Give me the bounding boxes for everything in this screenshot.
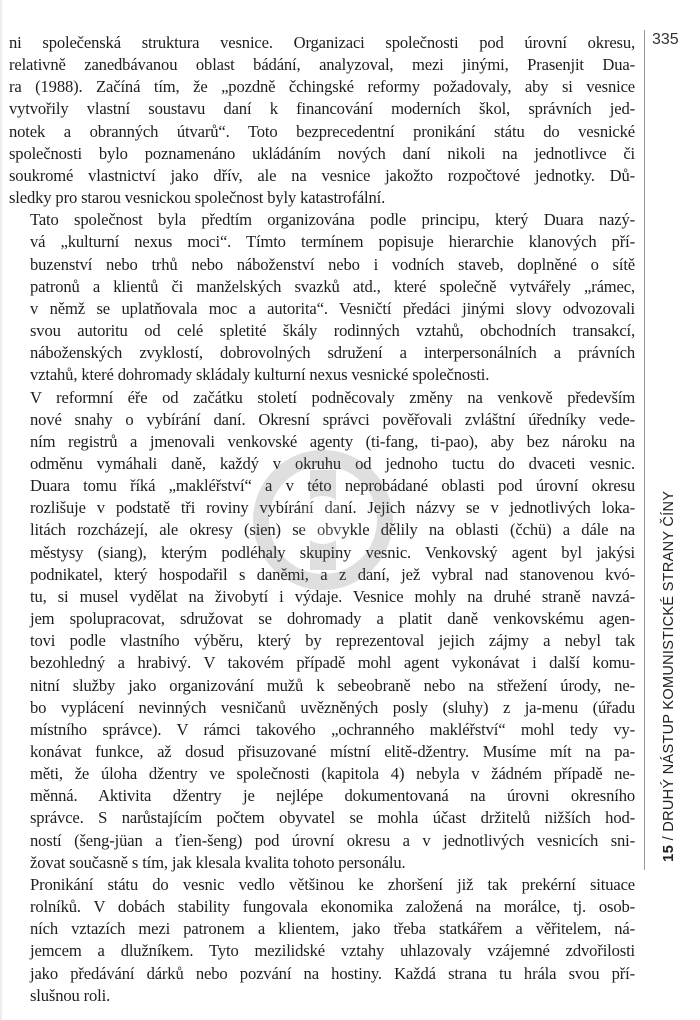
text-line: odměnu vymáhali daně, každý v okruhu od jednoho tuctu do dvaceti vesnic. [30,453,635,473]
text-line: v němž se uplatňovala moc a autorita“. Vesničtí předáci jinými slovy odvozovali [30,298,635,318]
text-line: jemcem a dlužníkem. Tyto mezilidské vztahy uhlazovaly vzájemné zdvořilosti [30,941,635,961]
text-line: náboženských zvyklostí, dobrovolných sdružení a interpersonálních a právních [30,343,635,363]
text-line: jako předávání dárků nebo pozvání na hostiny. Každá strana tu hrála svou pří- [30,963,635,983]
text-line: vztahů, které dohromady skládaly kulturní nexus vesnické společnosti. [30,365,490,385]
text-line: rolníků. V dobách stability fungovala ekonomika založená na morálce, tj. osob- [30,897,635,917]
page-edge [0,0,3,1020]
text-line: soukromé vlastnictví jako dřív, ale na vesnice jakožto rozpočtové jednotky. Dů- [9,165,635,185]
paragraph [9,387,635,874]
text-line: konávat funkce, až dosud přisuzované místní elitě-džentry. Musíme mít na pa- [30,742,635,761]
text-line: ni společenská struktura vesnice. Organizaci společnosti pod úrovní okresu, [9,33,635,52]
text-line: ra (1988). Začíná tím, že „pozdně čchingské reformy požadovaly, aby si vesnice [9,77,635,97]
running-head-separator: / [661,836,677,841]
text-line: slušnou roli. [30,985,111,1005]
text-line: patronů a klientů či manželských svazků atd., které společně vytvářely „rámec, [30,276,635,296]
text-line: ním registrů a jmenovali venkovské agenty (ti-fang, ti-pao), aby bez nároku na [30,431,635,451]
text-line: Pronikání státu do vesnic vedlo většinou ke zhoršení již tak prekérní situace [30,874,635,894]
running-head [660,491,677,862]
text-line: relativně zanedbávanou oblast bádání, analyzoval, mezi jinými, Prasenjit Dua- [9,55,635,75]
running-head-chapter: 15 [660,844,677,862]
text-line: žovat současně s tím, jak klesala kvalita tohoto personálu. [30,852,406,872]
text-line: nitní služby jako organizování mužů k sebeobraně nebo na střežení úrody, ne- [30,675,635,695]
body-text [9,32,635,1007]
text-line: litách rozcházejí, ale okresy (sien) se obvykle dělily na oblasti (čchü) a dále na [30,520,635,540]
paragraph [9,32,635,209]
text-line: měnná. Aktivita džentry je nejlépe dokumentovaná na úrovni okresního [30,786,635,806]
text-line: vá „kulturní nexus moci“. Tímto termínem popisuje hierarchie klanových pří- [30,232,635,252]
text-line: notek a obranných útvarů“. Toto bezprecedentní pronikání státu do vesnické [9,121,635,141]
text-line: buzenství nebo trhů nebo náboženství nebo i vodních staveb, doplněné o sítě [30,254,635,274]
text-line: společnosti bylo poznamenáno ukládáním nových daní nikoli na jednotlivce či [9,143,635,163]
margin-rule [644,30,645,870]
text-line: ních vztazích mezi patronem a klientem, jako třeba statkářem a věřitelem, ná- [30,919,635,939]
text-line: měti, že úloha džentry ve společnosti (kapitola 4) nebyla v žádném případě ne- [30,764,635,784]
running-head-title: DRUHÝ NÁSTUP KOMUNISTICKÉ STRANY ČÍNY [661,490,677,832]
text-line: tovi podle vlastního výběru, který by reprezentoval jejich zájmy a nebyl tak [30,631,635,651]
paragraph [9,209,635,386]
text-line: bo vyplácení nevinných vesničanů uvězněných posly (sluhy) z ja-menu (úřadu [30,697,635,717]
text-line: správce. S narůstajícím počtem obyvatel se mohla účast držitelů nižších hod- [30,808,635,828]
text-line: městysy (siang), kterým podléhaly skupiny vesnic. Venkovský agent byl jakýsi [30,542,635,562]
paragraph [9,874,635,1007]
text-line: tu, si musel vydělat na živobytí i výdaje. Vesnice mohly na druhé straně navzá- [30,586,635,606]
text-line: podnikatel, který hospodařil s daněmi, a z daní, jež vybral nad stanovenou kvó- [30,564,635,584]
text-line: ností (šeng-jüan a ťien-šeng) pod úrovní okresu a v jednotlivých vesnicích sni- [30,830,635,850]
text-line: nové snahy o vybírání daní. Okresní správci pověřovali zvláštní úředníky vede- [30,409,635,429]
text-line: V reformní éře od začátku století podněcovaly změny na venkově především [30,387,635,407]
text-line: Tato společnost byla předtím organizována podle principu, který Duara nazý- [30,210,635,230]
text-line: svou autoritu od celé spletité škály rodinných vztahů, obchodních transakcí, [30,321,635,341]
text-line: bezohledný a hrabivý. V takovém případě mohl agent vykonávat i další komu- [30,653,635,673]
text-line: rozlišuje v podstatě tři roviny vybírání daní. Jejich názvy se v jednotlivých loka- [30,498,635,518]
text-line: místního správce). V rámci takového „ochranného makléřství“ mohl tedy vy- [30,719,635,739]
text-line: vytvořily vlastní soustavu daní k financování moderních škol, správních jed- [9,99,635,119]
page-number: 335 [652,31,679,48]
text-line: Duara tomu říká „makléřství“ a v této neprobádané oblasti pod úrovní okresu [30,476,635,496]
text-line: sledky pro starou vesnickou společnost byly katastrofální. [9,188,386,208]
text-line: jem spolupracovat, sdružovat se dohromady a platit daně venkovskému agen- [30,609,635,629]
